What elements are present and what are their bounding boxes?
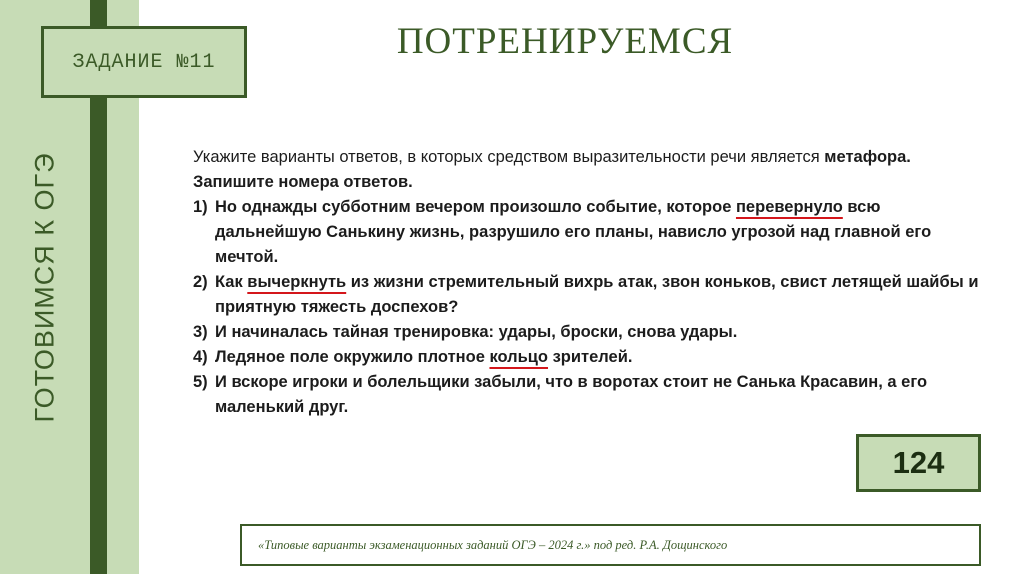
item-number: 4): [193, 348, 208, 366]
exercise-text: [193, 145, 983, 420]
item-text: всю дальнейшую Санькину жизнь, разрушило его планы, нависло угрозой над главной его мечтой.: [215, 198, 932, 266]
answer-value: 124: [892, 445, 945, 480]
underlined-word: перевернуло: [735, 198, 843, 216]
underlined-word: вычеркнуть: [247, 273, 347, 291]
item-text: И вскоре игроки и болельщики забыли, что в воротах стоит не Санька Красавин, а его маленький друг.: [215, 373, 928, 416]
instruction-keyword: метафора: [824, 148, 907, 166]
item-text: Но однажды субботним вечером произошло событие, которое: [215, 198, 736, 216]
exercise-item-5: [193, 370, 983, 420]
item-number: 5): [193, 373, 208, 391]
item-text: Как: [215, 273, 248, 291]
task-number-box: [41, 26, 247, 98]
item-text: зрителей.: [548, 348, 633, 366]
item-text: Ледяное поле окружило плотное: [215, 348, 490, 366]
page-title: ПОТРЕНИРУЕМСЯ: [396, 21, 734, 62]
task-number-label: ЗАДАНИЕ №11: [72, 50, 216, 74]
answer-box: [856, 434, 981, 492]
source-citation: «Типовые варианты экзаменационных заданий ОГЭ – 2024 г.» под ред. Р.А. Дощинского: [258, 537, 728, 552]
underlined-word: кольцо: [489, 348, 549, 366]
item-number: 3): [193, 323, 208, 341]
item-number: 2): [193, 273, 208, 291]
exercise-instruction: [193, 145, 983, 195]
source-citation-box: [240, 524, 981, 566]
item-text: И начиналась тайная тренировка: удары, броски, снова удары.: [215, 323, 738, 341]
item-text: из жизни стремительный вихрь атак, звон коньков, свист летящей шайбы и приятную тяжесть доспехов?: [215, 273, 979, 316]
exercise-item-1: [193, 195, 983, 270]
instruction-tail: . Запишите номера ответов.: [193, 148, 911, 191]
vertical-title-text: ГОТОВИМСЯ К ОГЭ: [29, 151, 60, 423]
exercise-item-4: [193, 345, 983, 370]
instruction-text: Укажите варианты ответов, в которых средством выразительности речи является: [193, 148, 825, 166]
exercise-item-2: [193, 270, 983, 320]
exercise-item-3: [193, 320, 983, 345]
item-number: 1): [193, 198, 208, 216]
